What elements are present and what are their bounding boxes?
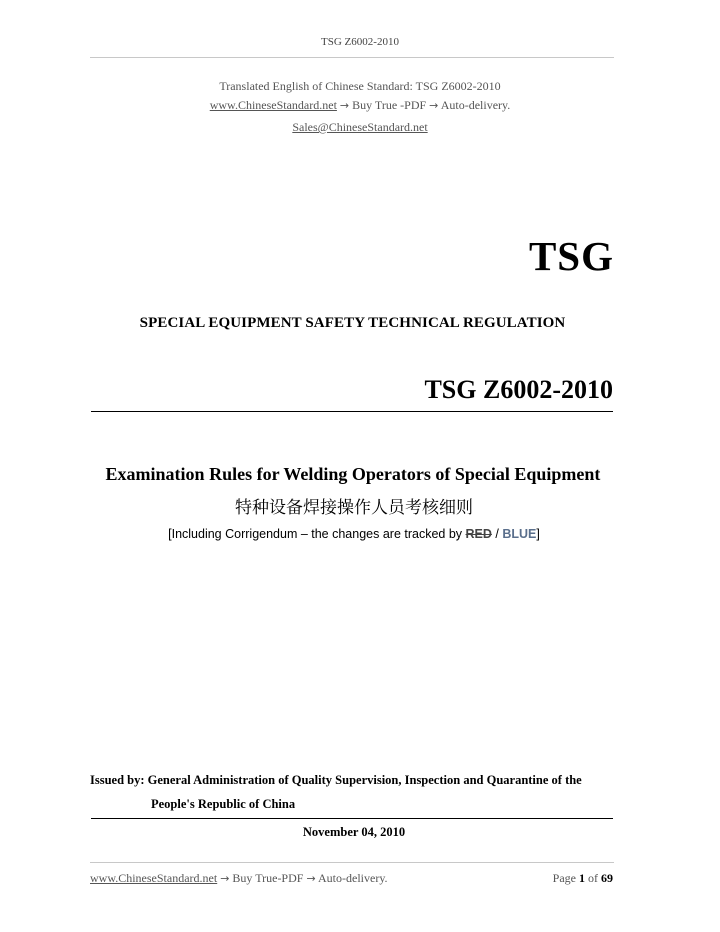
blue-marker: BLUE	[502, 527, 537, 541]
email-notice	[0, 119, 720, 135]
delivery-text: Auto-delivery.	[440, 98, 511, 112]
page-of: of	[588, 871, 598, 885]
running-header: TSG Z6002-2010	[321, 36, 399, 48]
footer-purchase-notice	[90, 871, 388, 886]
red-marker: RED	[465, 527, 492, 541]
purchase-notice	[0, 97, 720, 114]
tsg-logo: TSG	[528, 233, 614, 279]
arrow-right-icon: →	[220, 872, 230, 885]
header-rule	[90, 57, 614, 58]
footer-rule	[90, 862, 614, 863]
translation-notice: Translated English of Chinese Standard: TSG Z6002-2010	[219, 79, 501, 93]
issuer-line-1: Issued by: General Administration of Quality Supervision, Inspection and Quarantine of the	[90, 773, 582, 787]
arrow-right-icon: →	[429, 99, 439, 112]
corrigendum-suffix: ]	[536, 527, 540, 541]
corrigendum-prefix: [Including Corrigendum – the changes are tracked by	[168, 527, 466, 541]
arrow-right-icon: →	[306, 872, 316, 885]
standard-code: TSG Z6002-2010	[424, 375, 613, 404]
buy-text: Buy True -PDF	[352, 98, 427, 112]
site-link[interactable]: www.ChineseStandard.net	[209, 98, 337, 112]
page-total: 69	[601, 871, 613, 885]
issue-date: November 04, 2010	[302, 825, 406, 839]
page-label: Page	[552, 871, 576, 885]
footer-delivery-text: Auto-delivery.	[318, 871, 388, 885]
regulation-type: SPECIAL EQUIPMENT SAFETY TECHNICAL REGULATION	[139, 315, 566, 331]
code-rule	[91, 411, 613, 412]
issuer-line-2: People's Republic of China	[151, 797, 296, 811]
title-english: Examination Rules for Welding Operators of Special Equipment	[105, 464, 601, 484]
corrigendum-separator: /	[491, 527, 503, 541]
arrow-right-icon: →	[339, 99, 350, 112]
footer-site-link[interactable]: www.ChineseStandard.net	[90, 871, 218, 885]
corrigendum-note	[0, 527, 708, 541]
page-current: 1	[579, 871, 585, 885]
footer-buy-text: Buy True-PDF	[232, 871, 304, 885]
email-link[interactable]: Sales@ChineseStandard.net	[292, 120, 428, 134]
issuer-rule	[91, 818, 613, 819]
title-chinese: 特种设备焊接操作人员考核细则	[235, 498, 473, 518]
page-number	[553, 871, 613, 886]
